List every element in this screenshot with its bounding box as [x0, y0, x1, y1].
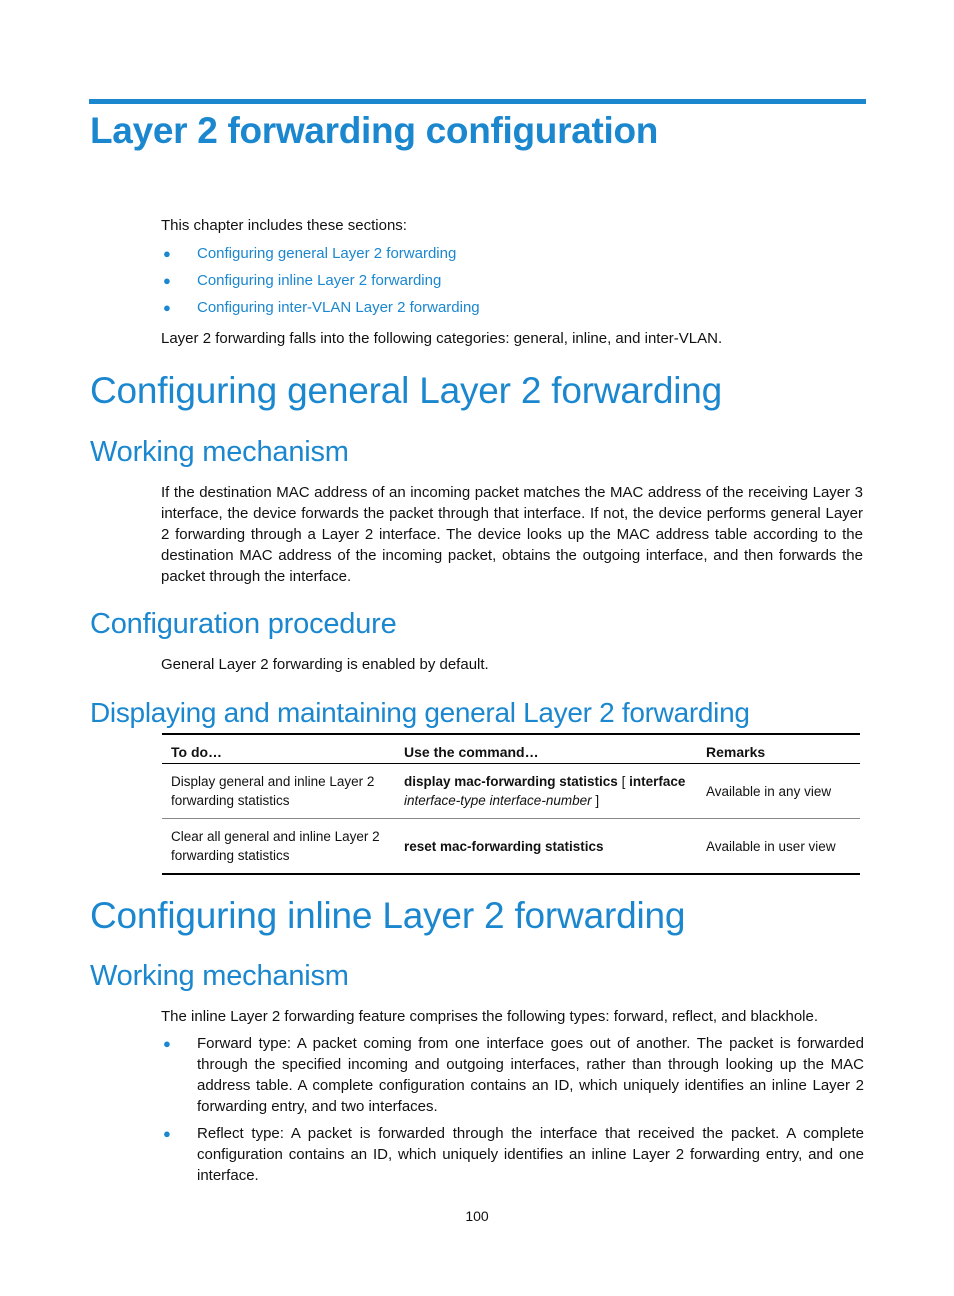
bullet-icon: ●	[163, 273, 171, 288]
inline-type-list	[161, 1033, 864, 1192]
table-row	[162, 819, 860, 875]
bullet-icon: ●	[163, 1036, 171, 1051]
bullet-icon: ●	[163, 1126, 171, 1141]
cell-remarks: Available in user view	[697, 819, 860, 875]
bullet-icon: ●	[163, 300, 171, 315]
chapter-rule	[89, 99, 866, 104]
header-remarks: Remarks	[697, 734, 860, 764]
link-general[interactable]: Configuring general Layer 2 forwarding	[197, 245, 457, 262]
cmd-bracket: ]	[591, 793, 600, 808]
subheading-working-mechanism: Working mechanism	[90, 436, 349, 468]
cell-remarks: Available in any view	[697, 764, 860, 819]
bullet-forward-type: Forward type: A packet coming from one interface goes out of another. The packet is forwarded through the specified incoming and outgoing interfaces, rather than through looking up the MAC address table. A complete configuration contains an ID, which uniquely identifies an inline Layer 2 forwarding entry, and two interfaces.	[197, 1035, 864, 1115]
categories-text: Layer 2 forwarding falls into the following categories: general, inline, and inter-VLAN.	[161, 330, 723, 347]
bullet-icon: ●	[163, 246, 171, 261]
mechanism-paragraph: If the destination MAC address of an incoming packet matches the MAC address of the receiving Layer 3 interface, the device forwards the packet through that interface. If not, the device performs general Layer 2 forwarding through a Layer 2 interface. The device looks up the MAC address table according to the destination MAC address of the incoming packet, obtains the outgoing interface, and then forwards the packet through the interface.	[161, 484, 863, 585]
cell-todo: Clear all general and inline Layer 2 forwarding statistics	[162, 819, 395, 875]
table-header-row	[162, 734, 860, 764]
section-heading-inline: Configuring inline Layer 2 forwarding	[90, 895, 686, 936]
list-item	[161, 297, 480, 318]
section-heading-general: Configuring general Layer 2 forwarding	[90, 370, 723, 411]
link-inline[interactable]: Configuring inline Layer 2 forwarding	[197, 272, 442, 289]
table-row	[162, 764, 860, 819]
cell-command	[395, 764, 697, 819]
link-inter-vlan[interactable]: Configuring inter-VLAN Layer 2 forwarding	[197, 299, 480, 316]
list-item	[161, 1123, 864, 1186]
page-number: 100	[465, 1208, 489, 1224]
chapter-title: Layer 2 forwarding configuration	[90, 110, 659, 151]
list-item	[161, 243, 480, 264]
intro-lead: This chapter includes these sections:	[161, 217, 407, 234]
cmd-argument: interface-type interface-number	[404, 793, 592, 808]
subheading-configuration-procedure: Configuration procedure	[90, 608, 397, 640]
cmd-keyword: display mac-forwarding statistics	[404, 774, 618, 789]
procedure-text: General Layer 2 forwarding is enabled by default.	[161, 656, 489, 673]
list-item	[161, 270, 480, 291]
command-table	[162, 733, 860, 875]
header-todo: To do…	[162, 734, 395, 764]
subheading-working-mechanism-inline: Working mechanism	[90, 960, 349, 992]
cell-todo: Display general and inline Layer 2 forwarding statistics	[162, 764, 395, 819]
cmd-keyword: interface	[629, 774, 686, 789]
cell-command	[395, 819, 697, 875]
header-command: Use the command…	[395, 734, 697, 764]
inline-mechanism-text: The inline Layer 2 forwarding feature comprises the following types: forward, reflect, and blackhole.	[161, 1008, 819, 1025]
section-link-list	[161, 243, 480, 318]
cmd-keyword: reset mac-forwarding statistics	[404, 838, 604, 854]
cmd-bracket: [	[617, 774, 630, 789]
bullet-reflect-type: Reflect type: A packet is forwarded through the interface that received the packet. A complete configuration contains an ID, which uniquely identifies an inline Layer 2 forwarding entry, and one interface.	[197, 1125, 864, 1184]
list-item	[161, 1033, 864, 1117]
subheading-display-maintain: Displaying and maintaining general Layer 2 forwarding	[90, 697, 750, 728]
